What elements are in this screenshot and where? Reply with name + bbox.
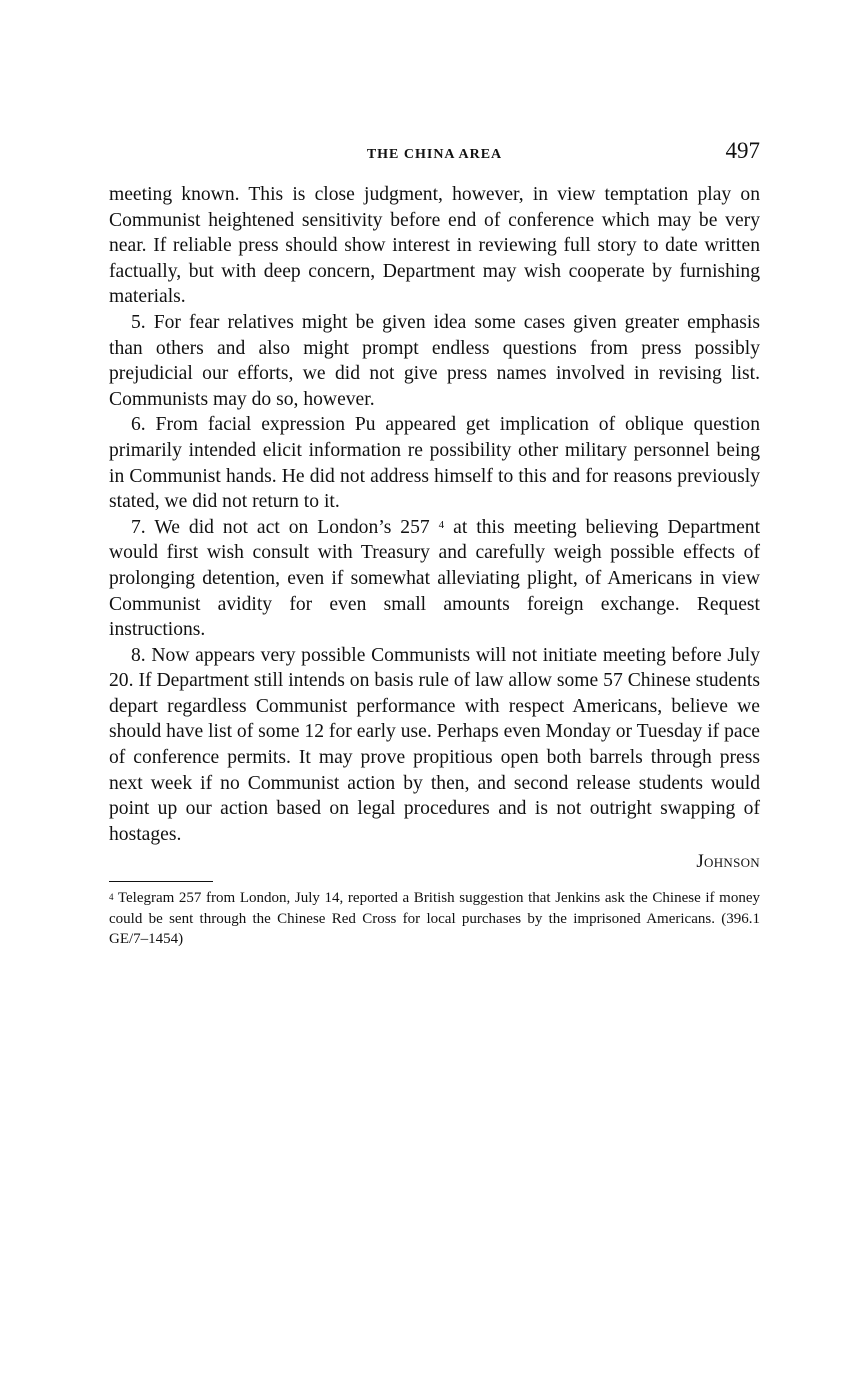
paragraph-7-rest: at this meeting believing Department would first wish consult with Treasury and carefully weigh possible effects of prolonging detention, even if somewhat alleviating plight, of Americans in view Communist avidity for even small amounts foreign exchange. Request instructions. bbox=[109, 516, 761, 641]
paragraph-continuation: meeting known. This is close judgment, however, in view temptation play on Communist heightened sensitivity before end of conference which may be very near. If reliable press should show interest in reviewing full story to date written factually, but with deep concern, Department may wish cooperate by furnishing materials. bbox=[109, 184, 760, 308]
page-header bbox=[109, 136, 760, 170]
signature: Johnson bbox=[696, 851, 760, 873]
body-text bbox=[109, 182, 760, 847]
paragraph-6: 6. From facial expression Pu appeared get implication of oblique question primarily intended elicit information re possibility other military personnel being in Communist hands. He did not address himself to this and for reasons previously stated, we did not return to it. bbox=[109, 414, 760, 513]
footnote-mark: 4 bbox=[109, 892, 114, 903]
footnote bbox=[109, 888, 760, 950]
footnote-divider bbox=[109, 881, 213, 882]
document-page bbox=[109, 136, 760, 950]
paragraph-8: 8. Now appears very possible Communists will not initiate meeting before July 20. If Department still intends on basis rule of law allow some 57 Chinese students depart regardless Communist performance with respect Americans, believe we should have list of some 12 for early use. Perhaps even Monday or Tuesday if pace of conference permits. It may prove propitious open both barrels through press next week if no Communist action by then, and second release students would point up our action based on legal procedures and is not outright swapping of hostages. bbox=[109, 644, 760, 845]
footnote-text: Telegram 257 from London, July 14, reported a British suggestion that Jenkins ask the Chinese if money could be sent through the Chinese Red Cross for local purchases by the imprisoned Americans. (396.1 GE/7–1454) bbox=[109, 890, 761, 948]
running-head: THE CHINA AREA bbox=[366, 147, 503, 162]
paragraph-5: 5. For fear relatives might be given idea some cases given greater emphasis than others and also might prompt endless questions from press possibly prejudicial our efforts, we did not give press names involved in revising list. Communists may do so, however. bbox=[109, 311, 760, 410]
paragraph-7 bbox=[109, 515, 760, 643]
footnote-reference[interactable]: 4 bbox=[438, 518, 445, 531]
page-number: 497 bbox=[725, 138, 760, 163]
paragraph-7-start: 7. We did not act on London’s 257 bbox=[131, 516, 430, 538]
